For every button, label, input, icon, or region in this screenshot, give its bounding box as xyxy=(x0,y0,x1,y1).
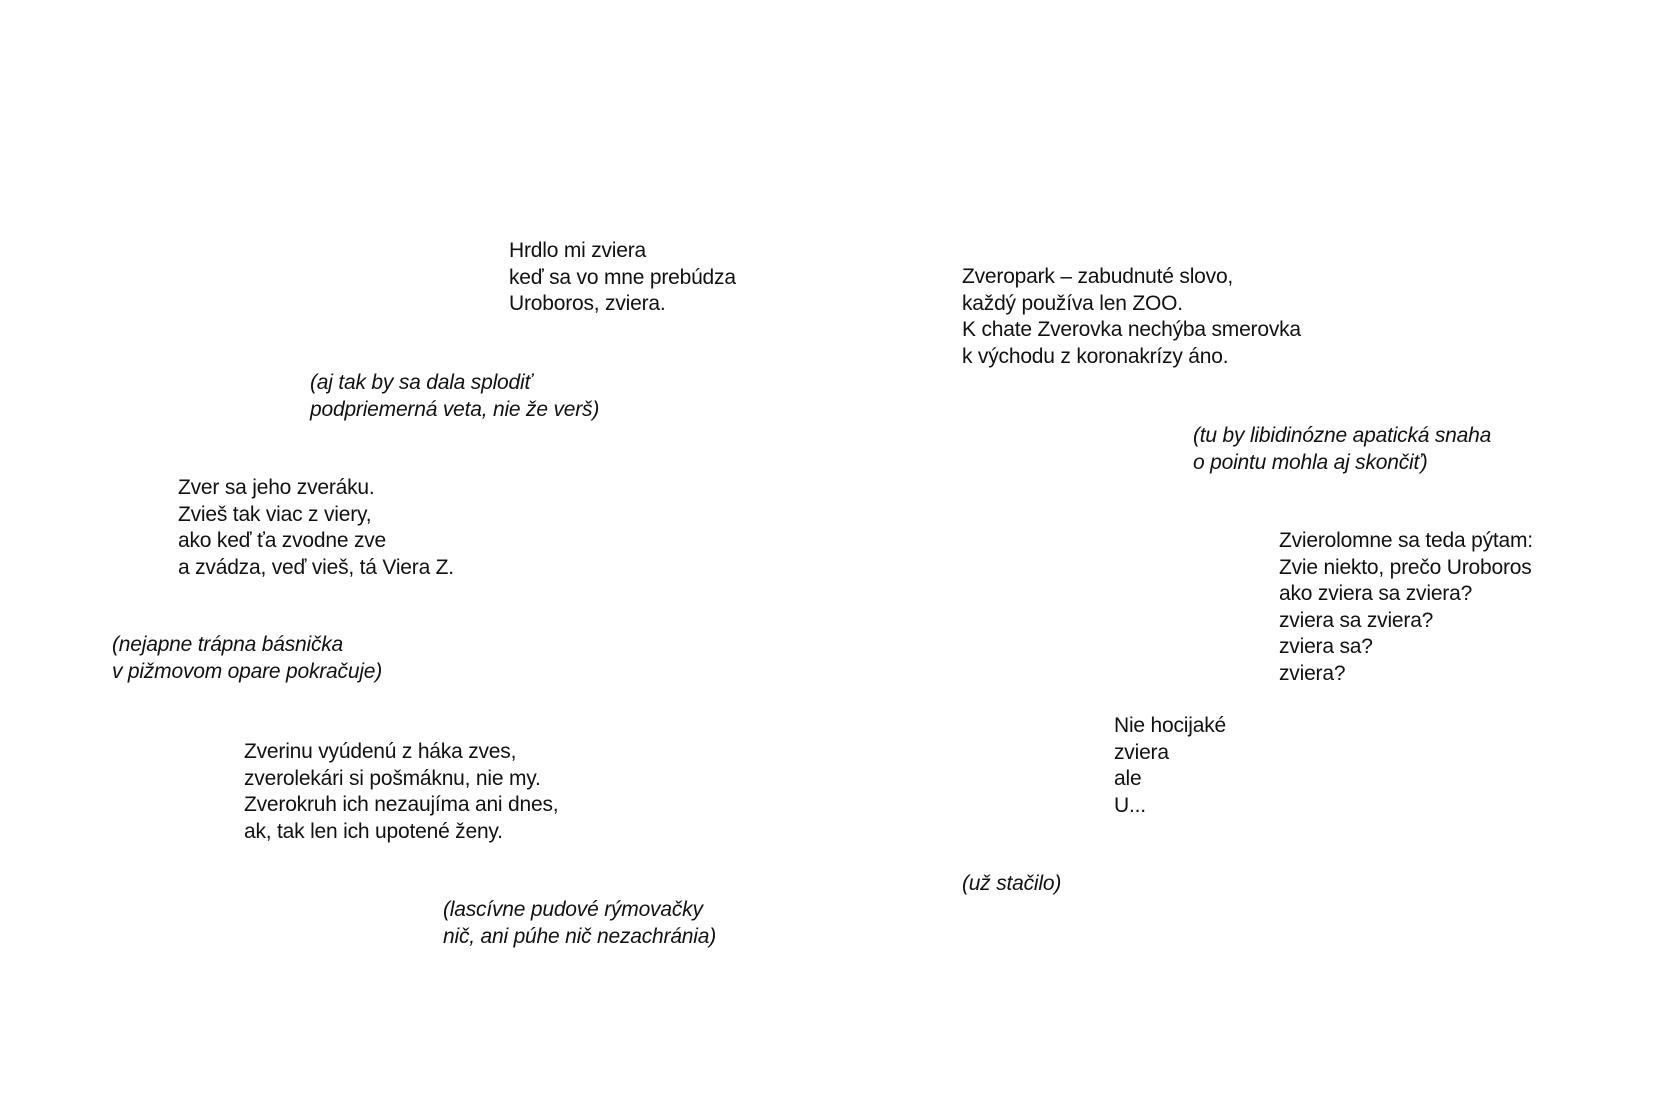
note-nejapne xyxy=(112,632,382,685)
note-line: o pointu mohla aj skončiť) xyxy=(1193,450,1428,474)
poem-line: k východu z koronakrízy áno. xyxy=(962,344,1229,368)
poem-line: ako keď ťa zvodne zve xyxy=(178,529,387,553)
poem-line: K chate Zverovka nechýba smerovka xyxy=(962,318,1301,342)
poem-line: ako zviera sa zviera? xyxy=(1279,582,1473,606)
poem-line: U... xyxy=(1114,793,1146,817)
note-line: (tu by libidinózne apatická snaha xyxy=(1193,424,1492,447)
poem-line: Zveropark – zabudnuté slovo, xyxy=(962,265,1234,288)
note-libidinozne xyxy=(1193,423,1491,476)
stanza-hrdlo xyxy=(509,238,736,318)
poem-line: Zvieš tak viac z viery, xyxy=(178,502,372,526)
note-line: (lascívne pudové rýmovačky xyxy=(443,898,703,921)
poem-line: Zverokruh ich nezaujíma ani dnes, xyxy=(244,793,559,817)
note-lascivne xyxy=(443,897,716,950)
poem-line: zviera? xyxy=(1279,661,1346,685)
poem-line: keď sa vo mne prebúdza xyxy=(509,265,736,289)
poem-line: ak, tak len ich upotené ženy. xyxy=(244,819,503,843)
note-line: (už stačilo) xyxy=(962,872,1062,895)
poem-line: Nie hocijaké xyxy=(1114,714,1226,737)
poem-line: Uroboros, zviera. xyxy=(509,292,666,316)
poem-line: zverolekári si pošmáknu, nie my. xyxy=(244,766,541,790)
poem-line: ale xyxy=(1114,767,1142,791)
note-splodit xyxy=(310,370,599,423)
note-line: podpriemerná veta, nie že verš) xyxy=(310,397,600,421)
poem-line: zviera xyxy=(1114,740,1169,764)
stanza-zvierolomne xyxy=(1279,528,1533,688)
stanza-zverinu xyxy=(244,739,558,845)
stanza-zver xyxy=(178,475,454,581)
poem-line: Zverinu vyúdenú z háka zves, xyxy=(244,740,517,763)
stanza-nie-hocijake xyxy=(1114,713,1226,819)
poem-line: Hrdlo mi zviera xyxy=(509,239,647,262)
poem-line: zviera sa zviera? xyxy=(1279,608,1434,632)
poem-line: každý používa len ZOO. xyxy=(962,291,1183,315)
poem-line: zviera sa? xyxy=(1279,635,1373,659)
note-line: (nejapne trápna básnička xyxy=(112,633,344,656)
poem-line: Zver sa jeho zveráku. xyxy=(178,476,375,499)
poem-line: Zvierolomne sa teda pýtam: xyxy=(1279,529,1533,552)
poem-line: a zvádza, veď vieš, tá Viera Z. xyxy=(178,555,454,579)
note-line: v pižmovom opare pokračuje) xyxy=(112,659,383,683)
note-uz-stacilo xyxy=(962,871,1061,898)
note-line: (aj tak by sa dala splodiť xyxy=(310,371,532,394)
stanza-zveropark xyxy=(962,264,1301,370)
poem-line: Zvie niekto, prečo Uroboros xyxy=(1279,555,1532,579)
note-line: nič, ani púhe nič nezachránia) xyxy=(443,924,717,948)
